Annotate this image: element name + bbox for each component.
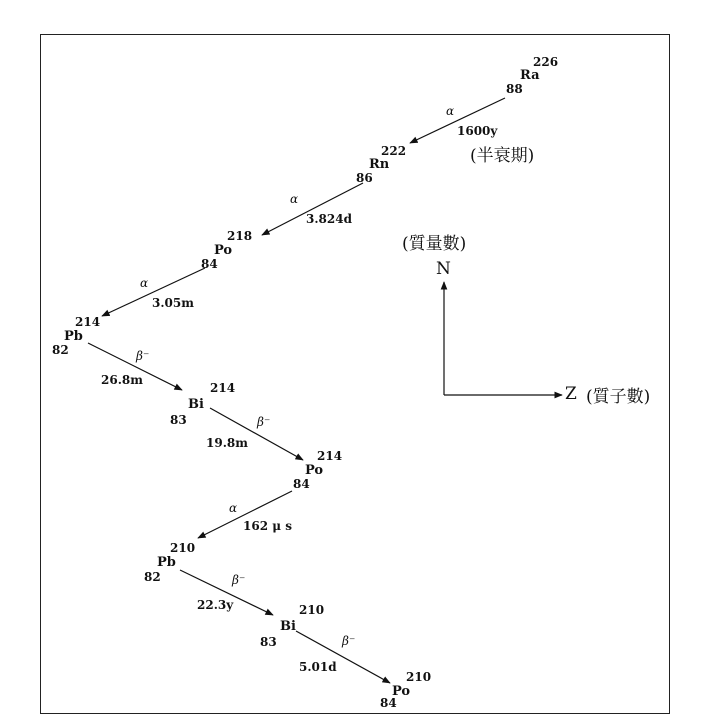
decay-8-half-life: 5.01d: [299, 660, 337, 674]
rn-atomic-number: 86: [356, 171, 373, 185]
po210-mass-number: 210: [406, 670, 432, 684]
decay-7-mode: β⁻: [232, 573, 246, 587]
po214-mass-number: 214: [317, 449, 343, 463]
decay-2-half-life: 3.824d: [306, 212, 352, 226]
decay-6-half-life: 162 μ s: [243, 519, 292, 533]
po218-mass-number: 218: [227, 229, 253, 243]
decay-4-mode: β⁻: [136, 349, 150, 363]
po210-symbol: Po: [392, 684, 411, 699]
po218-atomic-number: 84: [201, 257, 218, 271]
decay-8-mode: β⁻: [342, 634, 356, 648]
po214-atomic-number: 84: [293, 477, 310, 491]
rn-mass-number: 222: [381, 144, 407, 158]
bi210-atomic-number: 83: [260, 635, 277, 649]
half-life-caption: (半衰期): [470, 146, 535, 166]
decay-1-mode: α: [446, 104, 455, 118]
decay-5-half-life: 19.8m: [206, 436, 248, 450]
rn-symbol: Rn: [369, 157, 390, 172]
decay-5-mode: β⁻: [257, 415, 271, 429]
z-axis-label: Z: [565, 384, 577, 404]
ra-atomic-number: 88: [506, 82, 523, 96]
po210-atomic-number: 84: [380, 696, 397, 710]
bi210-symbol: Bi: [280, 619, 296, 634]
decay-7-half-life: 22.3y: [197, 598, 234, 612]
pb214-symbol: Pb: [64, 329, 83, 344]
pb214-atomic-number: 82: [52, 343, 69, 357]
pb214-mass-number: 214: [75, 315, 101, 329]
decay-3-half-life: 3.05m: [152, 296, 194, 310]
mass-number-caption: (質量數): [402, 234, 467, 254]
decay-1-half-life: 1600y: [457, 124, 498, 138]
proton-number-caption: (質子數): [586, 387, 651, 407]
po214-symbol: Po: [305, 463, 324, 478]
decay-2-mode: α: [290, 192, 299, 206]
n-axis-label: N: [436, 259, 451, 279]
po218-symbol: Po: [214, 243, 233, 258]
decay-3-mode: α: [140, 276, 149, 290]
decay-arrow-rn-po: [262, 183, 363, 235]
pb210-symbol: Pb: [157, 555, 176, 570]
pb210-atomic-number: 82: [144, 570, 161, 584]
bi214-atomic-number: 83: [170, 413, 187, 427]
bi214-symbol: Bi: [188, 397, 204, 412]
decay-4-half-life: 26.8m: [101, 373, 143, 387]
ra-symbol: Ra: [520, 68, 540, 83]
bi214-mass-number: 214: [210, 381, 236, 395]
decay-6-mode: α: [229, 501, 238, 515]
bi210-mass-number: 210: [299, 603, 325, 617]
pb210-mass-number: 210: [170, 541, 196, 555]
ra-mass-number: 226: [533, 55, 559, 69]
